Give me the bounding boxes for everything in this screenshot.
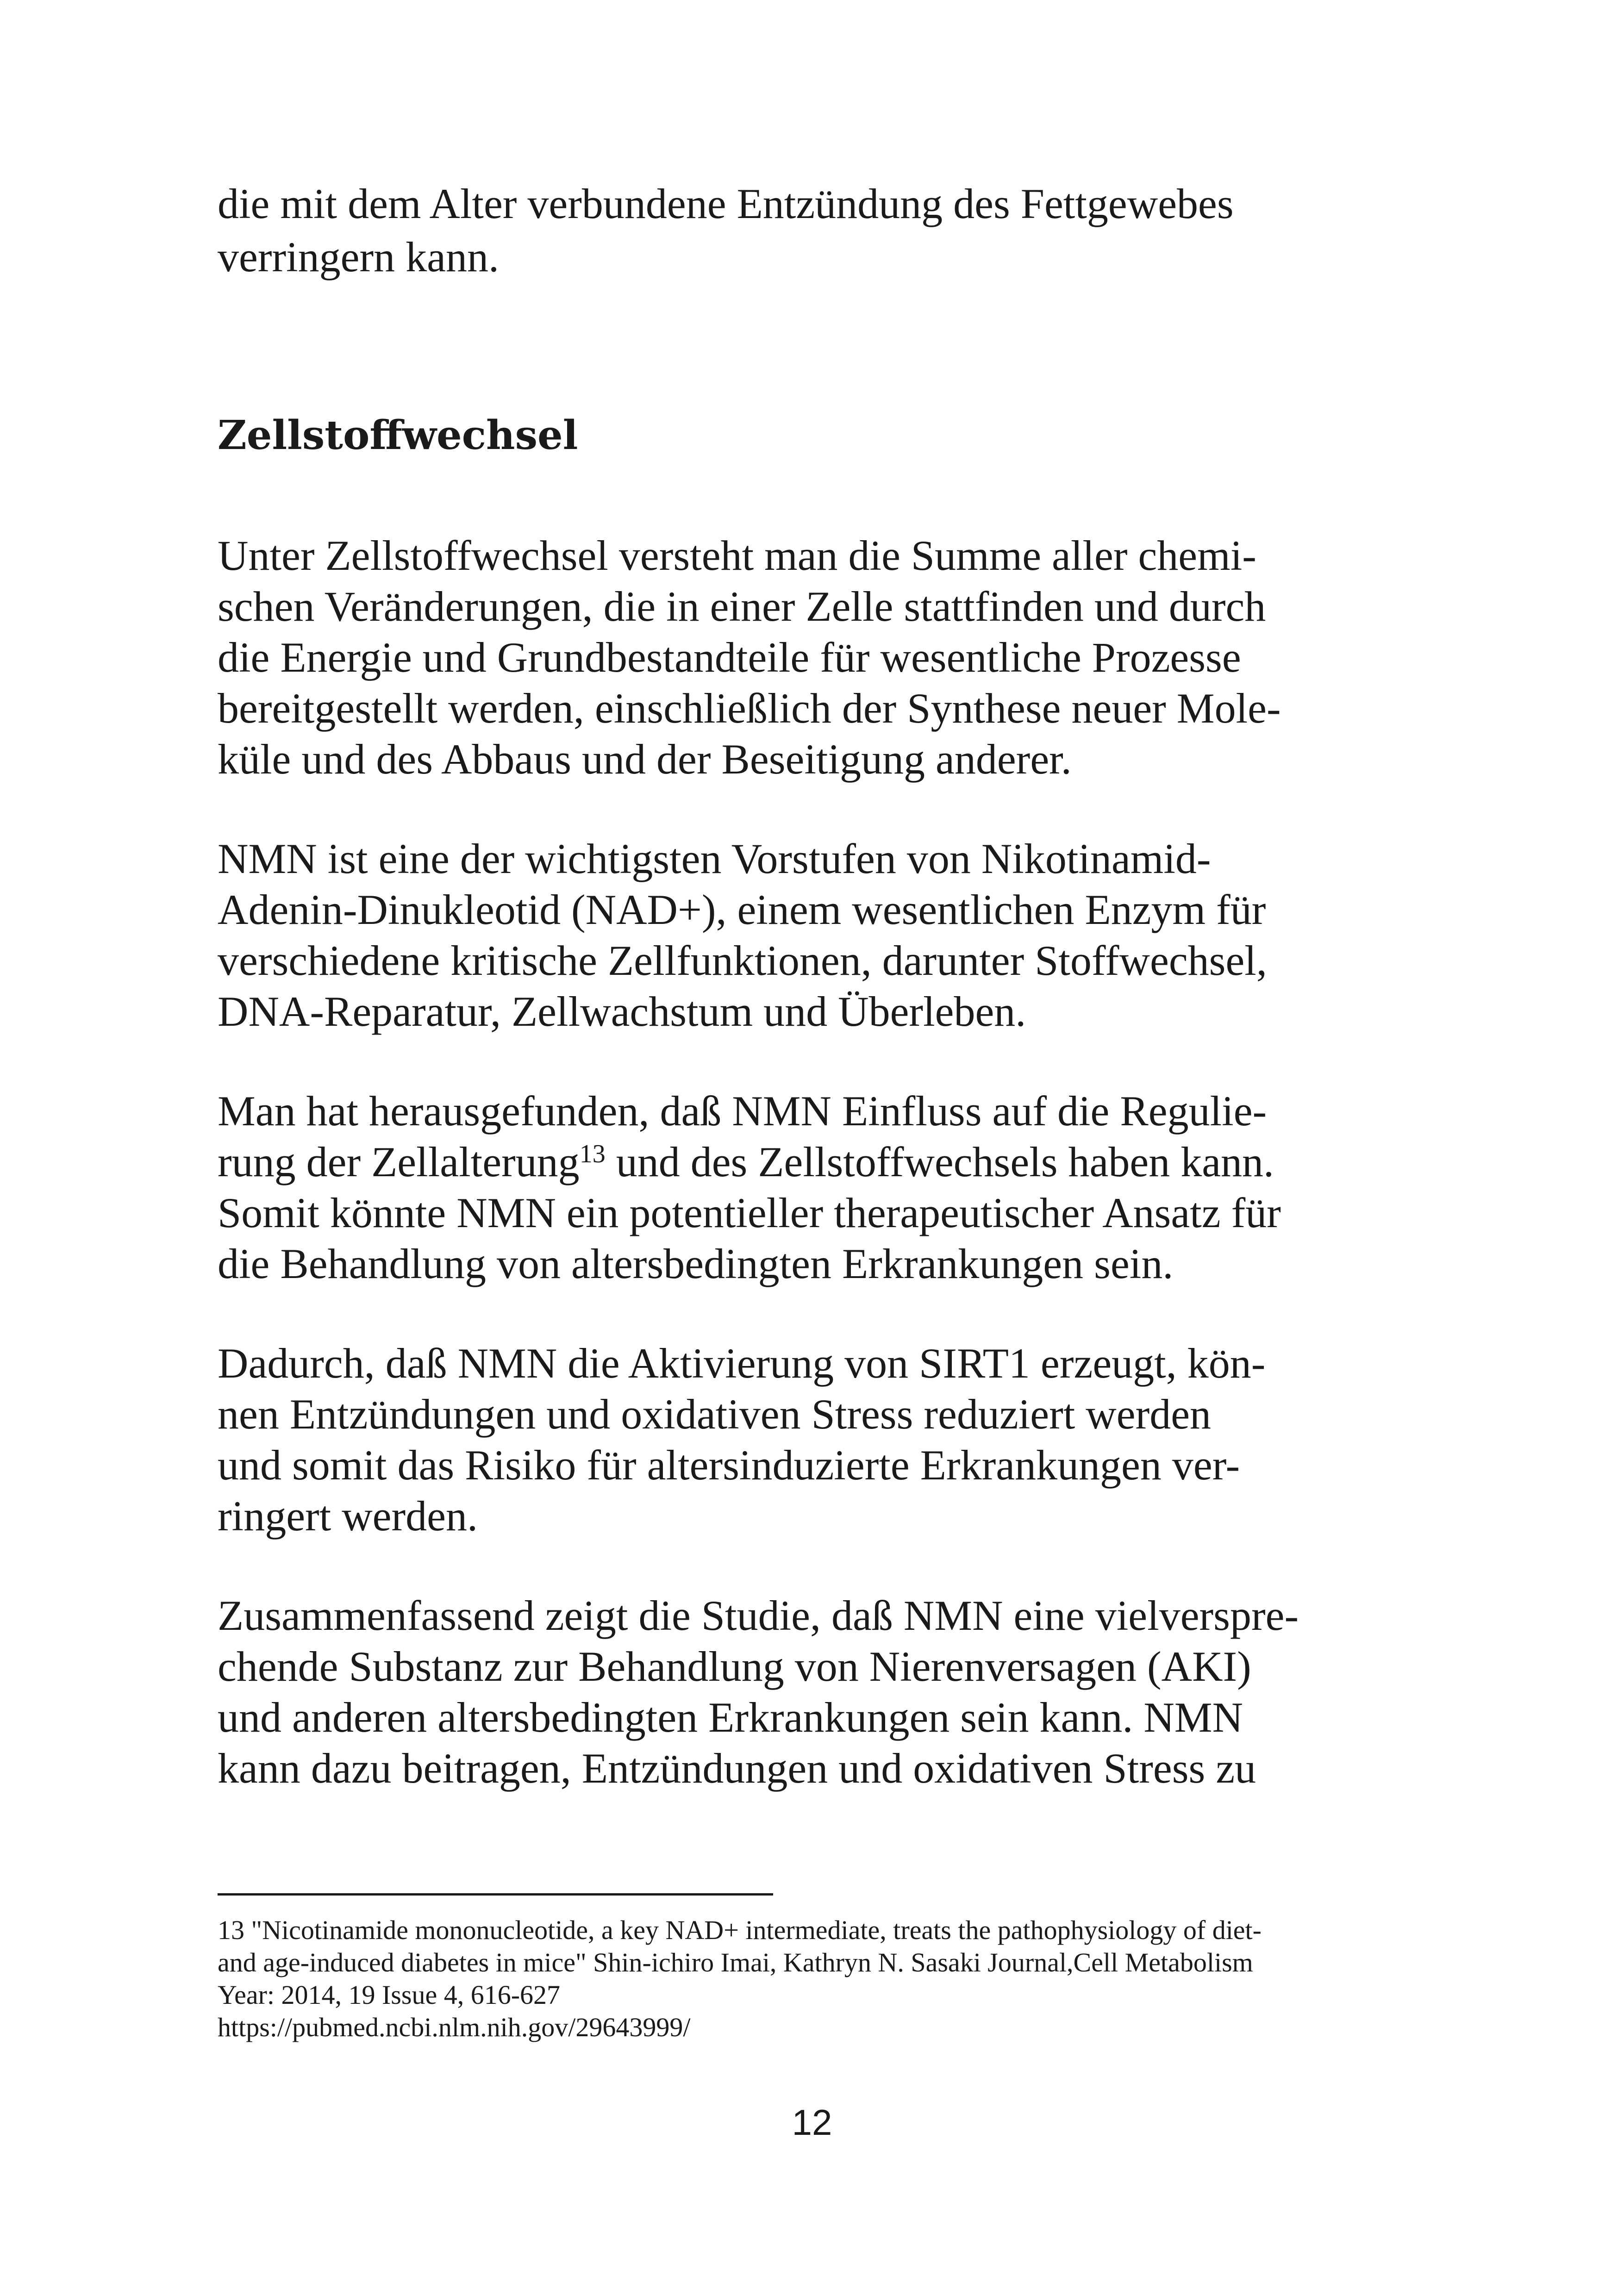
paragraph-line: DNA-Reparatur, Zellwachstum und Überleben. xyxy=(218,988,1026,1035)
paragraph-line: Dadurch, daß NMN die Aktivierung von SIRT1 erzeugt, kön- xyxy=(218,1340,1266,1387)
paragraph-line: bereitgestellt werden, einschließlich der Synthese neuer Mole- xyxy=(218,685,1281,732)
paragraph-line: die Energie und Grundbestandteile für wesentliche Prozesse xyxy=(218,634,1241,681)
paragraph-line: und anderen altersbedingten Erkrankungen sein kann. NMN xyxy=(218,1694,1243,1741)
paragraph-text: und des Zellstoffwechsels haben kann. xyxy=(605,1138,1274,1185)
paragraph-line-with-footnote xyxy=(218,1136,1274,1187)
footnote-reference[interactable]: 13 xyxy=(579,1140,606,1168)
paragraph-line: die Behandlung von altersbedingten Erkrankungen sein. xyxy=(218,1240,1174,1287)
page-number: 12 xyxy=(792,2102,832,2143)
section-heading: Zellstoffwechsel xyxy=(218,412,578,459)
continuation-line: die mit dem Alter verbundene Entzündung des Fettgewebes xyxy=(218,180,1234,227)
paragraph-line: küle und des Abbaus und der Beseitigung anderer. xyxy=(218,736,1072,783)
footnote-line: Year: 2014, 19 Issue 4, 616-627 xyxy=(218,1980,561,2010)
paragraph-line: Adenin-Dinukleotid (NAD+), einem wesentlichen Enzym für xyxy=(218,886,1266,933)
paragraph-line: und somit das Risiko für altersinduzierte Erkrankungen ver- xyxy=(218,1441,1240,1489)
paragraph-line: Unter Zellstoffwechsel versteht man die Summe aller chemi- xyxy=(218,532,1256,579)
paragraph-line: nen Entzündungen und oxidativen Stress reduziert werden xyxy=(218,1391,1212,1438)
paragraph-line: kann dazu beitragen, Entzündungen und oxidativen Stress zu xyxy=(218,1745,1256,1792)
paragraph-line: Somit könnte NMN ein potentieller therapeutischer Ansatz für xyxy=(218,1189,1281,1236)
paragraph-line: Zusammenfassend zeigt die Studie, daß NMN eine vielverspre- xyxy=(218,1592,1299,1639)
footnote-line: and age-induced diabetes in mice" Shin-ichiro Imai, Kathryn N. Sasaki Journal,Cell Metabolism xyxy=(218,1947,1253,1977)
paragraph-line: chende Substanz zur Behandlung von Nierenversagen (AKI) xyxy=(218,1643,1251,1690)
paragraph-line: ringert werden. xyxy=(218,1492,478,1540)
paragraph-line: verschiedene kritische Zellfunktionen, darunter Stoffwechsel, xyxy=(218,937,1267,984)
footnote-line: 13 "Nicotinamide mononucleotide, a key NAD+ intermediate, treats the pathophysiology of diet- xyxy=(218,1915,1262,1945)
paragraph-line: NMN ist eine der wichtigsten Vorstufen von Nikotinamid- xyxy=(218,835,1211,882)
footnote-url[interactable]: https://pubmed.ncbi.nlm.nih.gov/29643999/ xyxy=(218,2012,691,2042)
paragraph-line: schen Veränderungen, die in einer Zelle stattfinden und durch xyxy=(218,583,1266,630)
footnote-separator xyxy=(218,1893,773,1896)
paragraph-line: Man hat herausgefunden, daß NMN Einfluss auf die Regulie- xyxy=(218,1087,1267,1135)
continuation-line: verringern kann. xyxy=(218,233,499,281)
paragraph-text: rung der Zellalterung xyxy=(218,1138,580,1185)
